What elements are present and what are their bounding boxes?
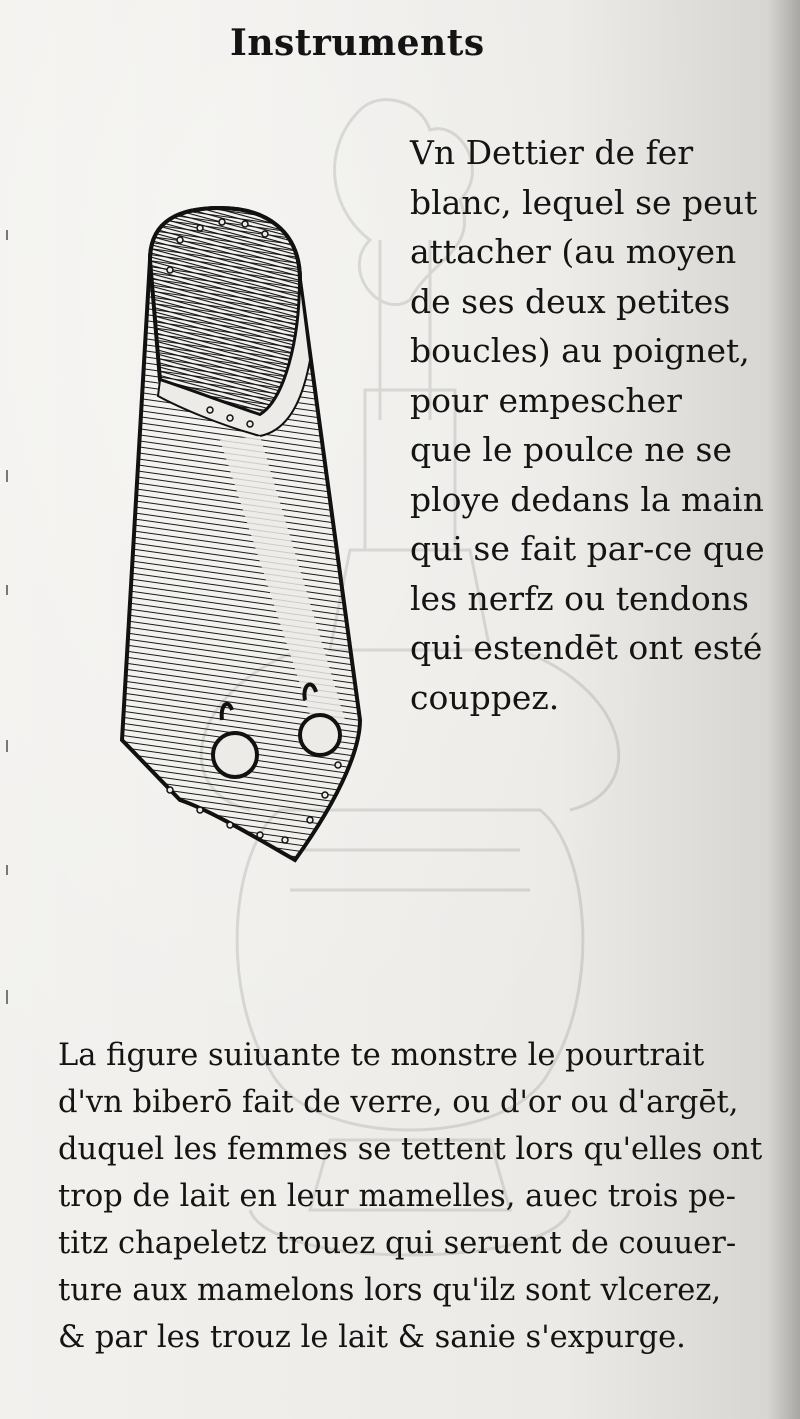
text-line: boucles) au poignet, <box>410 331 750 370</box>
text-line: qui estendēt ont esté <box>410 628 763 667</box>
text-line: de ses deux petites <box>410 281 731 321</box>
text-line: attacher (au moyen <box>410 232 737 271</box>
lower-paragraph <box>58 1032 763 1361</box>
text-line: ploye dedans la main <box>410 479 764 519</box>
thumb-splint-woodcut <box>110 200 380 880</box>
text-line: que le poulce ne se <box>410 430 733 469</box>
text-line: pour empescher <box>410 380 682 420</box>
text-line: & par les trouz le lait & sanie s'expurge. <box>58 1320 686 1355</box>
running-header: Instruments <box>230 22 485 64</box>
text-line: couppez. <box>410 677 560 717</box>
text-line: ture aux mamelons lors qu'ilz sont vlcerez, <box>58 1273 722 1308</box>
text-line: trop de lait en leur mamelles, auec trois pe- <box>58 1179 736 1214</box>
text-line: les nerfz ou tendons <box>410 578 749 618</box>
text-line: qui se fait par-ce que <box>410 529 765 568</box>
text-line: duquel les femmes se tettent lors qu'elles ont <box>58 1132 763 1167</box>
text-line: La figure suiuante te monstre le pourtrait <box>58 1038 705 1073</box>
text-line: d'vn biberō fait de verre, ou d'or ou d'argēt, <box>58 1085 739 1120</box>
text-line: Vn Dettier de fer <box>410 133 694 172</box>
upper-paragraph <box>410 128 765 722</box>
text-line: titz chapeletz trouez qui seruent de couuer- <box>58 1226 737 1261</box>
margin-marks <box>0 0 30 1419</box>
text-line: blanc, lequel se peut <box>410 182 758 222</box>
